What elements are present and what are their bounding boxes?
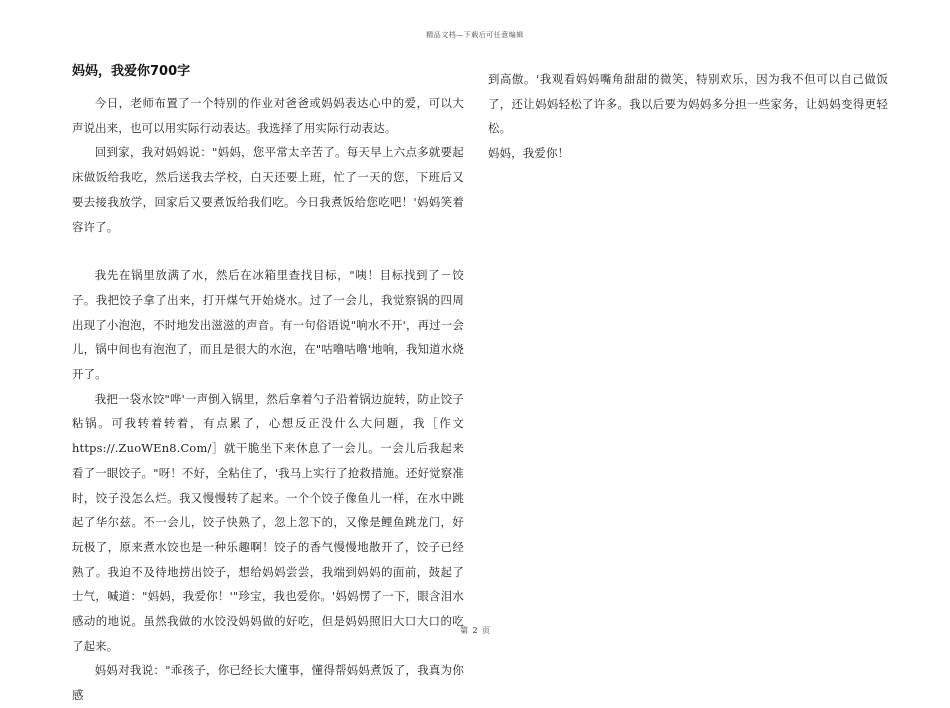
paragraph-mom-says: 妈妈对我说："乖孩子，你已经长大懂事，懂得帮妈妈煮饭了，我真为你感: [72, 663, 464, 703]
left-column: [72, 63, 464, 708]
paragraph-closing: 妈妈，我爱你！: [488, 146, 570, 161]
paragraph-boil-water: 我先在锅里放满了水，然后在冰箱里查找目标，"咦！目标找到了－饺子。我把饺子拿了出来，打开煤气开始烧水。过了一会儿，我觉察锅的四周出现了小泡泡，不时地发出滋滋的声音。有一句俗语说"响水不开'，再过一会儿，锅中间也有泡泡了，而且是很大的水泡，在"咕噜咕噜'地响，我知道水烧开了。: [72, 268, 464, 382]
page-number-prefix: 第: [460, 626, 468, 635]
paragraph-cook-dumplings: 我把一袋水饺"哗'一声倒入锅里，然后拿着勺子沿着锅边旋转，防止饺子粘锅。可我转着转着，有点累了，心想反正没什么大问题，我［作文https://.ZuoWEn8.Com/］就干脆坐下来休息了一会儿。一会儿后我起来看了一眼饺子。"呀！不好，全粘住了，'我马上实行了抢救措施。还好觉察准时，饺子没怎么烂。我又慢慢转了起来。一个个饺子像鱼儿一样，在水中跳起了华尔兹。不一会儿，饺子快熟了，忽上忽下的，又像是鲤鱼跳龙门，好玩极了，原来煮水饺也是一种乐趣啊！饺子的香气慢慢地散开了，饺子已经熟了。我迫不及待地捞出饺子，想给妈妈尝尝，我端到妈妈的面前，鼓起了士气，喊道："妈妈，我爱你！'"珍宝，我也爱你。'妈妈愣了一下，眼含泪水感动的地说。虽然我做的水饺没妈妈做的好吃，但是妈妈照旧大口大口的吃了起来。: [72, 391, 464, 653]
paragraph-intro: 今日，老师布置了一个特别的作业对爸爸或妈妈表达心中的爱，可以大声说出来，也可以用实际行动表达。我选择了用实际行动表达。: [72, 96, 464, 135]
paragraph-home: 回到家，我对妈妈说："妈妈，您平常太辛苦了。每天早上六点多就要起床做饭给我吃，然后送我去学校，白天还要上班，忙了一天的您，下班后又要去接我放学，回家后又要煮饭给我们吃。今日我煮饭给您吃吧！'妈妈笑着容许了。: [72, 145, 464, 234]
page-header: 精品文档—下载后可任意编辑: [426, 31, 524, 39]
page-footer: [0, 625, 950, 636]
right-column: [488, 67, 888, 166]
page-number-suffix: 页: [482, 626, 490, 635]
paragraph-gap: [72, 239, 464, 263]
paragraph-continued: 到高傲。'我观看妈妈嘴角甜甜的微笑，特别欢乐，因为我不但可以自己做饭了，还让妈妈轻松了许多。我以后要为妈妈多分担一些家务，让妈妈变得更轻松。: [488, 72, 888, 136]
article-title: 妈妈，我爱你700字: [72, 64, 191, 79]
page-number: 2: [472, 626, 478, 635]
